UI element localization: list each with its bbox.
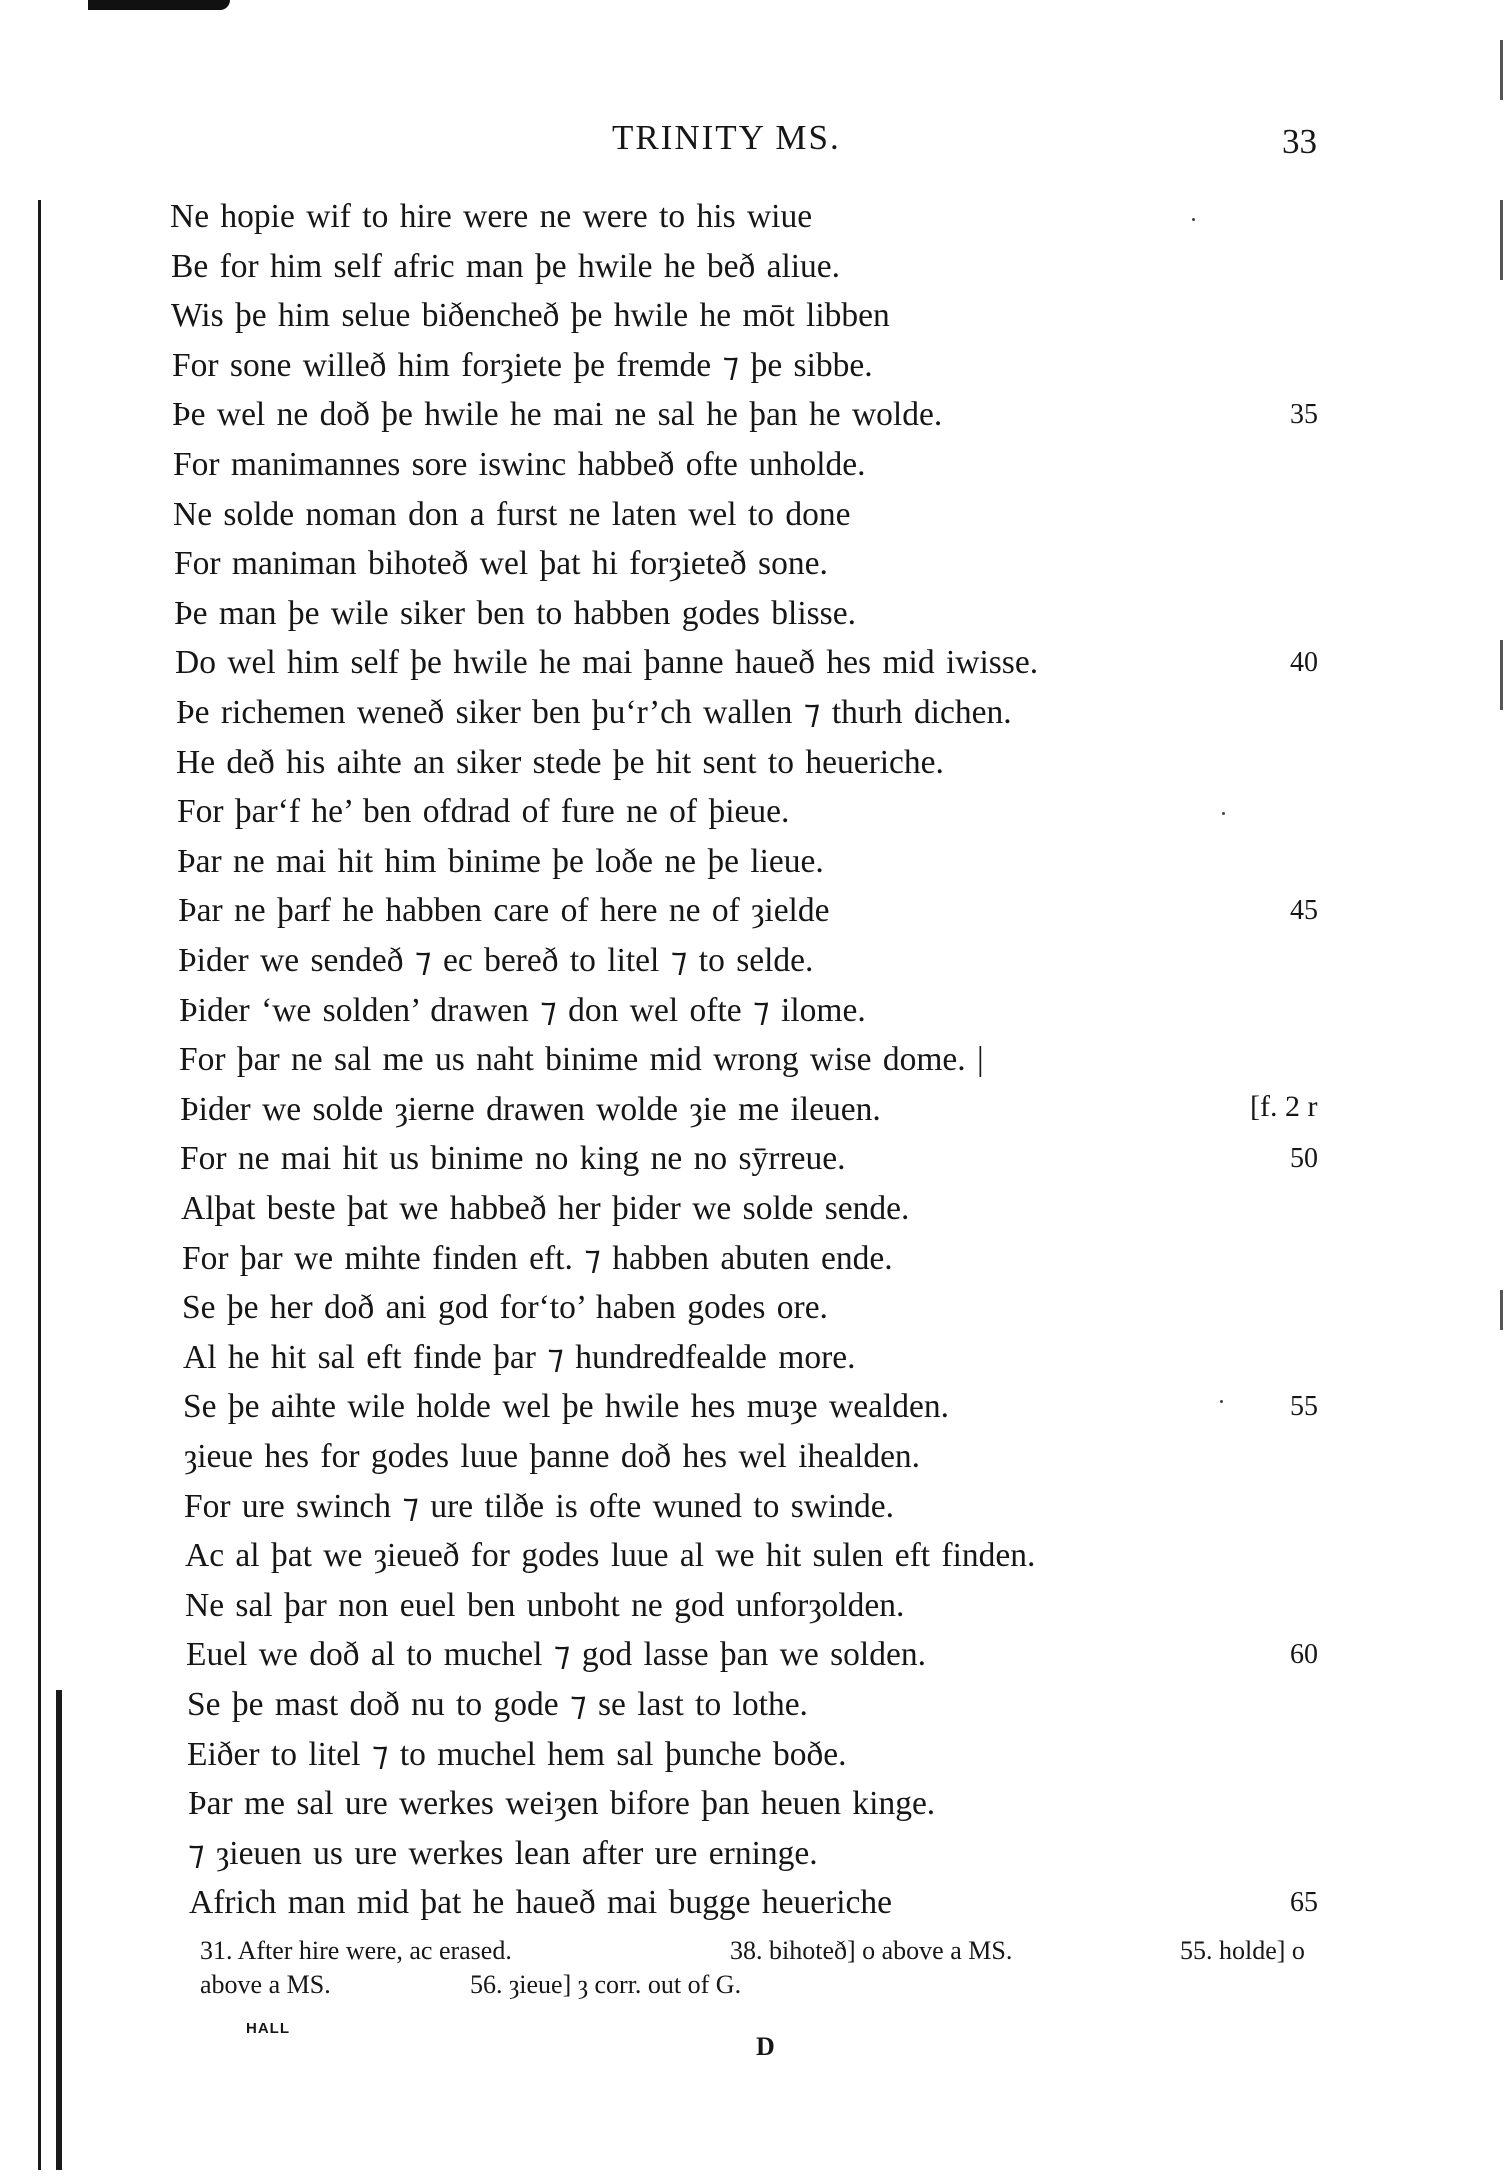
printer-signature-hall: HALL <box>246 2020 290 2037</box>
footnote-31: 31. After hire were, ac erased. <box>200 1936 512 1965</box>
gutter-binding <box>56 1690 62 2170</box>
verse-line: Euel we doð al to muchel ⁊ god lasse þan we solden. <box>186 1636 926 1674</box>
verse-line: Þider ‘we solden’ drawen ⁊ don wel ofte ⁊ ilome. <box>179 991 866 1029</box>
running-title: TRINITY MS. <box>612 118 841 157</box>
line-number: 50 <box>1290 1143 1318 1175</box>
verse-line: Ne hopie wif to hire were ne were to his wiue <box>170 198 813 235</box>
verse-line: For þar‘f he’ ben ofdrad of fure ne of þieue. <box>177 793 790 831</box>
verse-line: ȝieue hes for godes luue þanne doð hes wel ihealden. <box>184 1438 921 1475</box>
verse-line: Se þe mast doð nu to gode ⁊ se last to lothe. <box>187 1686 808 1723</box>
verse-line: Do wel him self þe hwile he mai þanne haueð hes mid iwisse. <box>175 644 1039 682</box>
line-number: 45 <box>1290 895 1318 927</box>
paper-speck <box>1192 218 1195 221</box>
gutter-shadow <box>38 200 41 2170</box>
verse-line: Eiðer to litel ⁊ to muchel hem sal þunche boðe. <box>187 1735 847 1773</box>
right-edge-mark <box>1500 200 1503 280</box>
verse-line: For maniman bihoteð wel þat hi forȝieteð sone. <box>174 545 828 583</box>
footnote-55-continued: above a MS. <box>200 1970 331 1999</box>
verse-line: Þe richemen weneð siker ben þu‘r’ch wallen ⁊ thurh dichen. <box>176 694 1012 731</box>
verse-line: Þider we solde ȝierne drawen wolde ȝie me ileuen. <box>180 1090 881 1128</box>
verse-line: Þar ne mai hit him binime þe loðe ne þe lieue. <box>177 842 824 880</box>
verse-line: Ne solde noman don a furst ne laten wel to done <box>173 495 851 533</box>
verse-line: For manimannes sore iswinc habbeð ofte unholde. <box>173 446 866 483</box>
right-edge-mark <box>1500 40 1503 100</box>
folio-reference: [f. 2 r <box>1250 1090 1318 1123</box>
verse-line: For þar ne sal me us naht binime mid wrong wise dome. | <box>179 1041 984 1079</box>
verse-line: For sone willeð him forȝiete þe fremde ⁊ þe sibbe. <box>172 346 873 384</box>
verse-line: Þe wel ne doð þe hwile he mai ne sal he þan he wolde. <box>172 396 943 434</box>
verse-line: Þar me sal ure werkes weiȝen bifore þan heuen kinge. <box>188 1785 936 1823</box>
gathering-signature: D <box>756 2032 775 2061</box>
line-number: 60 <box>1290 1639 1318 1671</box>
line-number: 65 <box>1290 1887 1318 1919</box>
verse-line: Africh man mid þat he haueð mai bugge heueriche <box>189 1884 893 1922</box>
paper-speck <box>1220 1400 1223 1403</box>
verse-line: Alþat beste þat we habbeð her þider we solde sende. <box>181 1190 910 1227</box>
verse-line: He deð his aihte an siker stede þe hit sent to heueriche. <box>176 743 944 781</box>
verse-line: For þar we mihte finden eft. ⁊ habben abuten ende. <box>182 1239 893 1277</box>
line-number: 55 <box>1290 1391 1318 1423</box>
verse-line: Ne sal þar non euel ben unboht ne god unforȝolden. <box>185 1586 905 1624</box>
verse-line: ⁊ ȝieuen us ure werkes lean after ure erninge. <box>188 1834 818 1872</box>
verse-line: Wis þe him selue biðencheð þe hwile he mōt libben <box>171 297 890 335</box>
verse-line: Þider we sendeð ⁊ ec bereð to litel ⁊ to selde. <box>178 942 814 979</box>
footnote-56: 56. ȝieue] ȝ corr. out of G. <box>470 1970 742 1999</box>
verse-line: Al he hit sal eft finde þar ⁊ hundredfealde more. <box>183 1338 856 1376</box>
page-number: 33 <box>1282 122 1317 161</box>
margin-tick <box>38 1004 41 1026</box>
line-number: 40 <box>1290 647 1318 679</box>
footnote-55: 55. holde] o <box>1180 1936 1305 1965</box>
running-head <box>0 118 1512 168</box>
verse-line: For ne mai hit us binime no king ne no sȳrreue. <box>180 1140 846 1178</box>
verse-line: Ac al þat we ȝieueð for godes luue al we hit sulen eft finden. <box>185 1537 1036 1575</box>
verse-line: For ure swinch ⁊ ure tilðe is ofte wuned to swinde. <box>184 1487 895 1525</box>
verse-line: Þe man þe wile siker ben to habben godes blisse. <box>174 594 856 632</box>
verse-line: Þar ne þarf he habben care of here ne of ȝielde <box>178 892 830 930</box>
right-edge-mark <box>1500 640 1503 710</box>
footnote-38: 38. bihoteð] o above a MS. <box>730 1936 1013 1965</box>
scan-corner-mark <box>88 0 230 10</box>
verse-line: Be for him self afric man þe hwile he beð aliue. <box>171 247 841 285</box>
line-number: 35 <box>1290 399 1318 431</box>
right-edge-mark <box>1500 1290 1503 1330</box>
verse-line: Se þe aihte wile holde wel þe hwile hes muȝe wealden. <box>183 1388 950 1426</box>
verse-line: Se þe her doð ani god for‘to’ haben godes ore. <box>182 1289 828 1327</box>
paper-speck <box>1222 812 1225 815</box>
